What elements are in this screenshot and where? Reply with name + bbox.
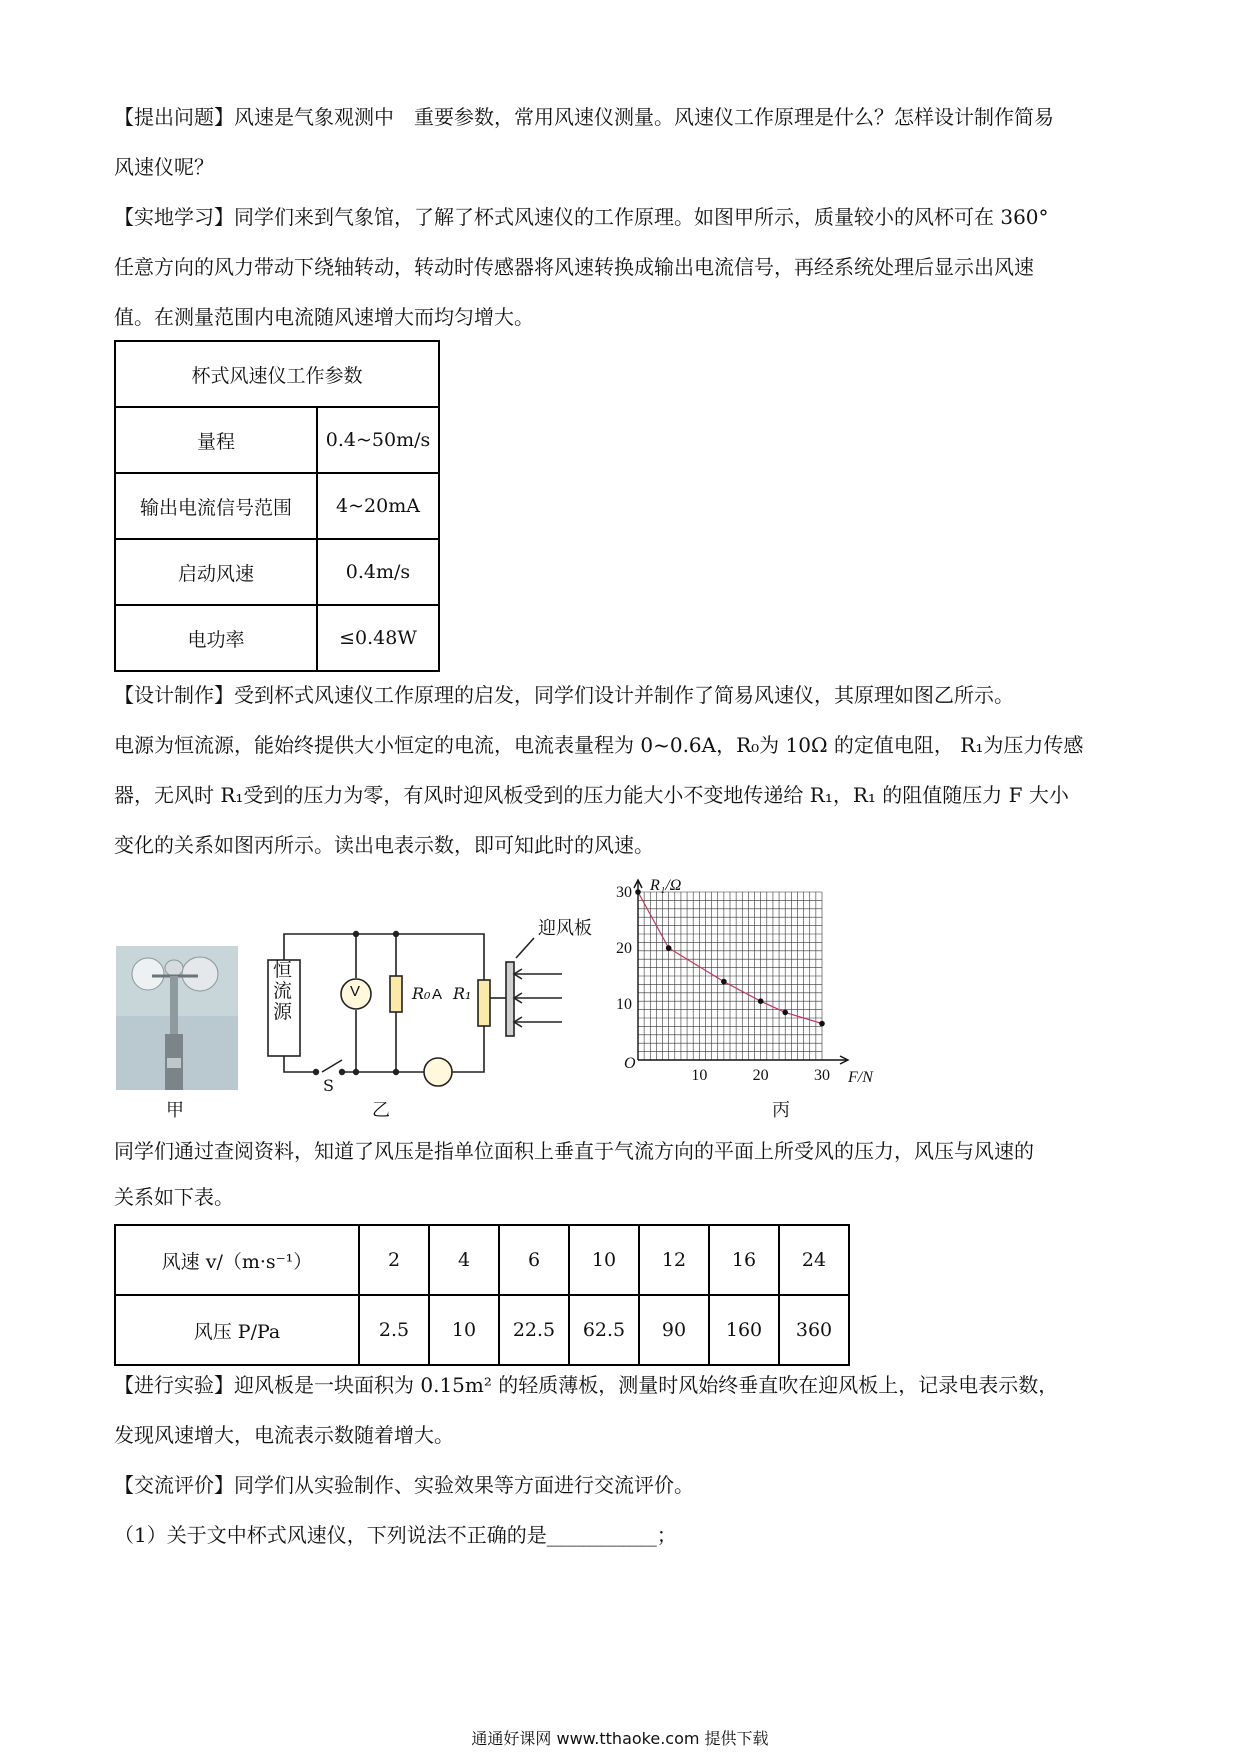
table-cell: 62.5 — [569, 1295, 639, 1365]
table-cell: 6 — [499, 1225, 569, 1295]
figure-caption-bing: 丙 — [772, 1100, 790, 1121]
resistance-force-chart — [610, 876, 910, 1092]
data-point — [758, 998, 764, 1004]
para-question-line1: 【提出问题】风速是气象观测中 重要参数，常用风速仪测量。风速仪工作原理是什么？怎样设计制作简易 — [114, 105, 1054, 129]
figure-caption-jia: 甲 — [166, 1100, 184, 1121]
y-tick-label: 20 — [616, 940, 632, 957]
x-tick-label: 30 — [814, 1067, 830, 1084]
y-axis-label: R₁/Ω — [650, 877, 682, 894]
table-cell: 0.4m/s — [317, 539, 439, 605]
anemometer-photo — [116, 946, 238, 1090]
y-tick-label: 30 — [616, 884, 632, 901]
para-design-line1: 【设计制作】受到杯式风速仪工作原理的启发，同学们设计并制作了简易风速仪，其原理如图乙所示。 — [114, 683, 1014, 707]
ammeter-label: A — [432, 986, 443, 1003]
table-cell: 90 — [639, 1295, 709, 1365]
table-cell: 22.5 — [499, 1295, 569, 1365]
voltmeter-label: V — [350, 983, 361, 1000]
table-cell: 0.4~50m/s — [317, 407, 439, 473]
x-axis-label: F/N — [848, 1069, 873, 1086]
wind-board-label: 迎风板 — [538, 918, 592, 939]
y-tick-label: 10 — [616, 996, 632, 1013]
params-table — [114, 340, 440, 672]
data-point — [721, 979, 727, 985]
question-1: （1）关于文中杯式风速仪，下列说法不正确的是___________； — [114, 1523, 677, 1547]
para-study-line3: 值。在测量范围内电流随风速增大而均匀增大。 — [114, 305, 534, 329]
table-cell: 4 — [429, 1225, 499, 1295]
para-design-line3: 器，无风时 R₁受到的压力为零，有风时迎风板受到的压力能大小不变地传递给 R₁，R₁ 的阻值随压力 F 大小 — [114, 783, 1069, 807]
para-evaluation: 【交流评价】同学们从实验制作、实验效果等方面进行交流评价。 — [114, 1473, 694, 1497]
params-table-title: 杯式风速仪工作参数 — [115, 341, 439, 407]
para-experiment-line1: 【进行实验】迎风板是一块面积为 0.15m² 的轻质薄板，测量时风始终垂直吹在迎风板上，记录电表示数， — [114, 1373, 1059, 1397]
table-cell: 16 — [709, 1225, 779, 1295]
para-study-line1: 【实地学习】同学们来到气象馆，了解了杯式风速仪的工作原理。如图甲所示，质量较小的风杯可在 360° — [114, 205, 1049, 229]
para-experiment-line2: 发现风速增大，电流表示数随着增大。 — [114, 1423, 454, 1447]
table-cell: 12 — [639, 1225, 709, 1295]
table-cell: 10 — [569, 1225, 639, 1295]
page-footer: 通通好课网 www.tthaoke.com 提供下载 — [471, 1729, 769, 1748]
para-pressure-line2: 关系如下表。 — [114, 1185, 234, 1209]
para-pressure-line1: 同学们通过查阅资料，知道了风压是指单位面积上垂直于气流方向的平面上所受风的压力，风压与风速的 — [114, 1139, 1034, 1163]
data-point — [666, 945, 672, 951]
figure-caption-yi: 乙 — [372, 1100, 390, 1121]
para-question-line2: 风速仪呢？ — [114, 155, 214, 179]
wind-pressure-table — [114, 1224, 850, 1366]
data-point — [819, 1021, 825, 1027]
table-cell: 风速 v/（m·s⁻¹） — [115, 1225, 359, 1295]
table-cell: 160 — [709, 1295, 779, 1365]
table-cell: 24 — [779, 1225, 849, 1295]
data-point — [635, 889, 641, 895]
current-source-label: 恒流源 — [273, 959, 293, 1023]
table-cell: 360 — [779, 1295, 849, 1365]
table-cell: 2 — [359, 1225, 429, 1295]
r0-label: R₀ — [412, 984, 431, 1003]
table-cell: 2.5 — [359, 1295, 429, 1365]
para-design-line4: 变化的关系如图丙所示。读出电表示数，即可知此时的风速。 — [114, 833, 654, 857]
x-tick-label: 20 — [752, 1067, 769, 1084]
origin-label: O — [624, 1055, 636, 1072]
table-cell: 量程 — [115, 407, 317, 473]
r1-label: R₁ — [453, 984, 472, 1003]
switch-label: S — [323, 1076, 334, 1095]
data-point — [782, 1010, 788, 1016]
para-design-line2: 电源为恒流源，能始终提供大小恒定的电流，电流表量程为 0~0.6A，R₀为 10Ω 的定值电阻， R₁为压力传感 — [114, 733, 1084, 757]
table-cell: 电功率 — [115, 605, 317, 671]
table-cell: 风压 P/Pa — [115, 1295, 359, 1365]
table-cell: ≤0.48W — [317, 605, 439, 671]
para-study-line2: 任意方向的风力带动下绕轴转动，转动时传感器将风速转换成输出电流信号，再经系统处理后显示出风速 — [114, 255, 1034, 279]
x-tick-label: 10 — [691, 1067, 708, 1084]
table-cell: 10 — [429, 1295, 499, 1365]
table-cell: 4~20mA — [317, 473, 439, 539]
table-cell: 启动风速 — [115, 539, 317, 605]
table-cell: 输出电流信号范围 — [115, 473, 317, 539]
